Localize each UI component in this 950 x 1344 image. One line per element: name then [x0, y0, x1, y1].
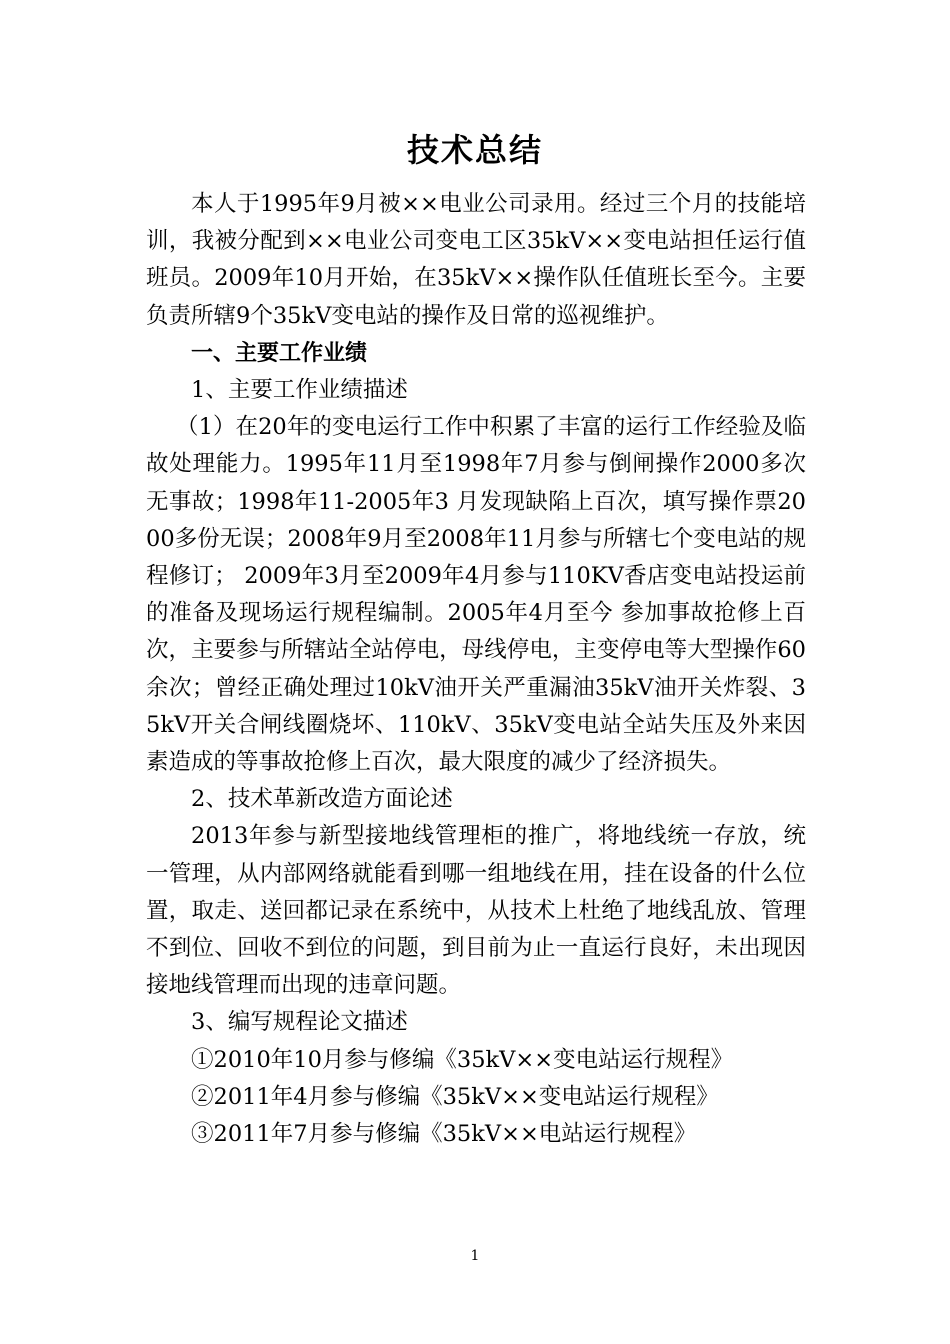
achievements-paragraph: （1）在20年的变电运行工作中积累了丰富的运行工作经验及临故处理能力。1995年11月至1998年7月参与倒闸操作2000多次无事故；1998年11-2005年3 月发现缺陷上百次，填写操作票2000多份无误；2008年9月至2008年11月参与所辖七个变电站的规程修订； 2009年3月至2009年4月参与110KV香店变电站投运前的准备及现场运行规程编制。2005年4月至今 参加事故抢修上百次，主要参与所辖站全站停电，母线停电，主变停电等大型操作60余次；曾经正确处理过10kV油开关严重漏油35kV油开关炸裂、35kV开关合闸线圈烧坏、110kV、35kV变电站全站失压及外来因素造成的等事故抢修上百次，最大限度的减少了经济损失。 [146, 414, 806, 776]
subsection-heading-achievements-description: 1、主要工作业绩描述 [191, 377, 408, 404]
section-heading-main-achievements: 一、主要工作业绩 [191, 340, 368, 366]
document-body [146, 186, 806, 1153]
page-number: 1 [470, 1248, 480, 1264]
regulation-list-item: ②2011年4月参与修编《35kV××变电站运行规程》 [191, 1083, 719, 1110]
intro-paragraph: 本人于1995年9月被××电业公司录用。经过三个月的技能培训，我被分配到××电业公司变电工区35kV××变电站担任运行值班员。2009年10月开始，在35kV××操作队任值班长至今。主要负责所辖9个35kV变电站的操作及日常的巡视维护。 [146, 191, 806, 329]
subsection-heading-technical-innovation: 2、技术革新改造方面论述 [191, 786, 453, 813]
subsection-heading-regulations-writing: 3、编写规程论文描述 [191, 1009, 408, 1036]
document-title: 技术总结 [406, 131, 543, 169]
regulation-list-item: ①2010年10月参与修编《35kV××变电站运行规程》 [191, 1046, 734, 1073]
regulation-list-item: ③2011年7月参与修编《35kV××电站运行规程》 [191, 1121, 697, 1148]
innovation-paragraph: 2013年参与新型接地线管理柜的推广，将地线统一存放，统一管理，从内部网络就能看到哪一组地线在用，挂在设备的什么位置，取走、送回都记录在系统中，从技术上杜绝了地线乱放、管理不到位、回收不到位的问题，到目前为止一直运行良好，未出现因接地线管理而出现的违章问题。 [146, 823, 806, 999]
